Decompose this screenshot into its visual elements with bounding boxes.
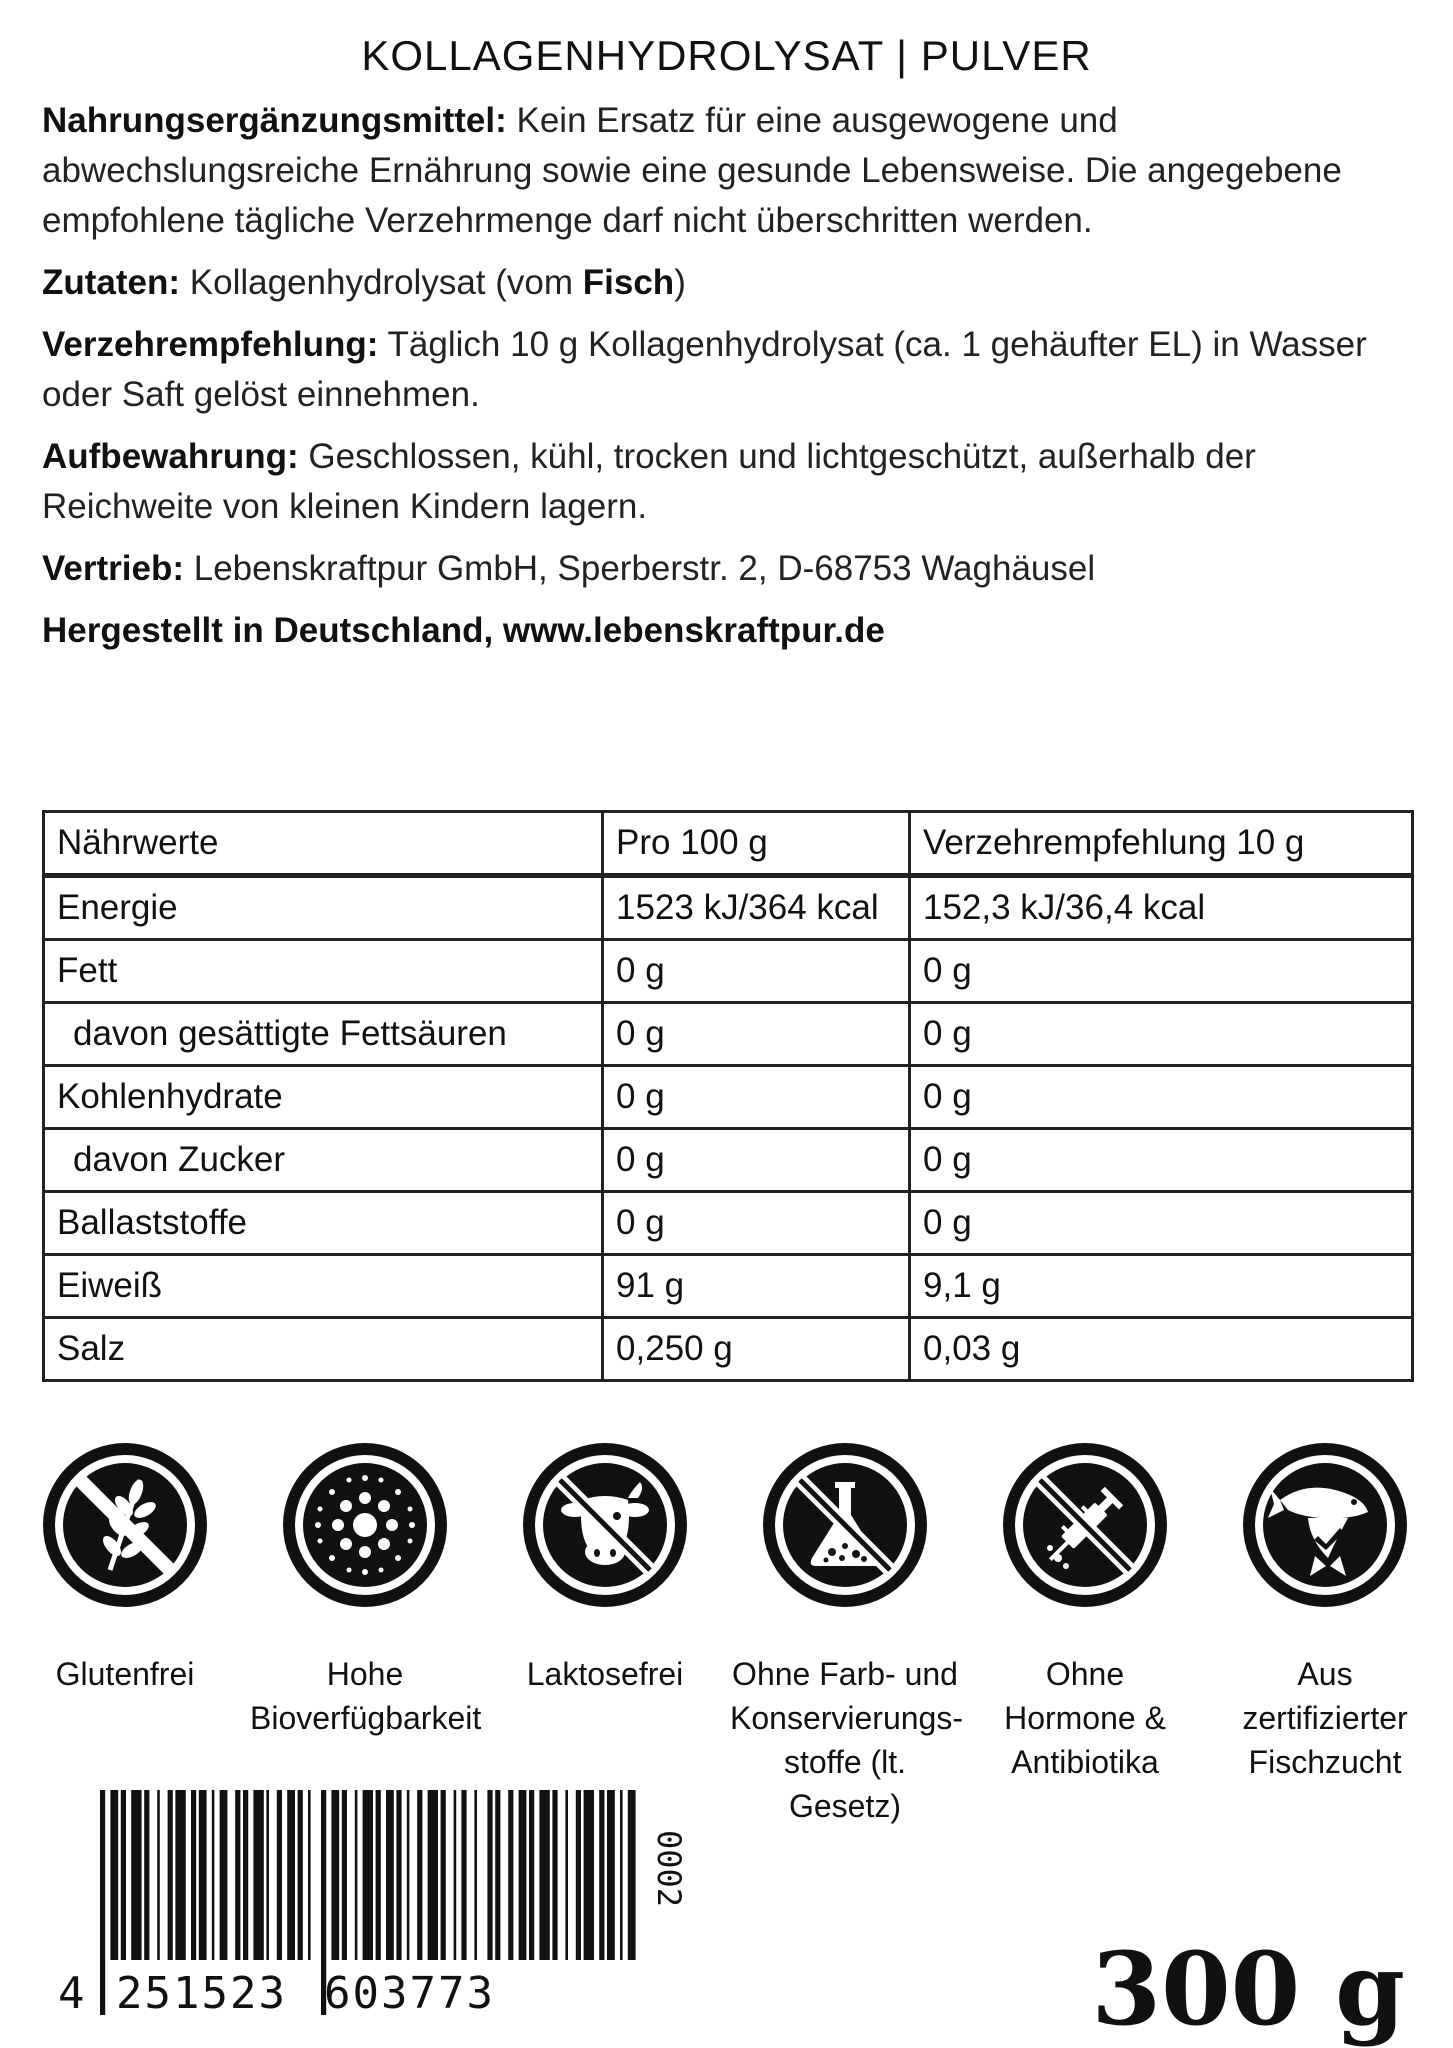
nutrient-name: Kohlenhydrate xyxy=(44,1066,603,1129)
barcode-bar xyxy=(428,1790,438,1960)
table-row xyxy=(44,1192,1413,1255)
barcode-bar xyxy=(298,1790,303,1960)
badge-gluten-free xyxy=(10,1440,240,1696)
value-per-serving: 0 g xyxy=(910,1192,1413,1255)
barcode-bar xyxy=(253,1790,263,1960)
barcode-right-digits: 603773 xyxy=(324,1968,495,2019)
barcode-bar xyxy=(308,1790,311,1960)
value-per-100g: 1523 kJ/364 kcal xyxy=(603,876,910,940)
barcode-bar xyxy=(212,1790,215,1960)
certified-fish-icon xyxy=(1240,1440,1410,1610)
table-header-row xyxy=(44,812,1413,876)
badge-certified-fish xyxy=(1210,1440,1440,1784)
barcode-bar xyxy=(191,1790,196,1960)
nutrient-name: Eiweiß xyxy=(44,1255,603,1318)
barcode-bar xyxy=(628,1790,636,1960)
badge-label: Ohne Farb- und Konservierungs- stoffe (lt. Gesetz) xyxy=(730,1656,963,1824)
table-row xyxy=(44,1255,1413,1318)
badge-label: Hohe Bioverfügbarkeit xyxy=(250,1656,482,1736)
page-title: KOLLAGENHYDROLYSAT | PULVER xyxy=(361,32,1092,79)
barcode-bar xyxy=(144,1790,149,1960)
nutrient-name: davon Zucker xyxy=(44,1129,603,1192)
barcode-bar xyxy=(519,1790,527,1960)
distributor: Vertrieb: Lebenskraftpur GmbH, Sperberstr. 2, D-68753 Waghäusel xyxy=(42,549,1096,588)
barcode-bar xyxy=(157,1790,160,1960)
barcode-bar xyxy=(131,1790,141,1960)
barcode-bar xyxy=(355,1790,358,1960)
bioavailability-icon xyxy=(280,1440,450,1610)
nutrient-name: Energie xyxy=(44,876,603,940)
nutrient-name: Salz xyxy=(44,1318,603,1381)
barcode-bar xyxy=(266,1790,269,1960)
no-syringe-icon xyxy=(1000,1440,1170,1610)
barcode-bar xyxy=(243,1790,248,1960)
cow-icon xyxy=(520,1440,690,1610)
nutrient-name: Fett xyxy=(44,940,603,1003)
barcode-bar xyxy=(552,1790,557,1960)
barcode-bar xyxy=(487,1790,492,1960)
made-in: Hergestellt in Deutschland, www.lebenskraftpur.de xyxy=(42,611,885,650)
barcode-bar xyxy=(277,1790,282,1960)
table-header: Verzehrempfehlung 10 g xyxy=(910,812,1413,876)
barcode-bar xyxy=(474,1790,477,1960)
value-per-serving: 0 g xyxy=(910,1003,1413,1066)
value-per-100g: 0 g xyxy=(603,1192,910,1255)
value-per-100g: 0 g xyxy=(603,1003,910,1066)
value-per-serving: 0 g xyxy=(910,1066,1413,1129)
barcode-bar xyxy=(386,1790,394,1960)
value-per-100g: 0 g xyxy=(603,1066,910,1129)
nutrition-table xyxy=(42,810,1414,1382)
barcode-bar xyxy=(100,1790,105,2015)
value-per-serving: 152,3 kJ/36,4 kcal xyxy=(910,876,1413,940)
value-per-100g: 0 g xyxy=(603,1129,910,1192)
badge-no-hormones xyxy=(970,1440,1200,1784)
badge-label: Laktosefrei xyxy=(526,1656,684,1692)
barcode-bar xyxy=(396,1790,401,1960)
no-wheat-icon xyxy=(40,1440,210,1610)
barcode-bar xyxy=(110,1790,118,1960)
table-row xyxy=(44,1318,1413,1381)
value-per-100g: 91 g xyxy=(603,1255,910,1318)
storage: Aufbewahrung: Geschlossen, kühl, trocken und lichtgeschützt, außerhalb der Reichweite von kleinen Kindern lagern. xyxy=(42,437,1256,526)
barcode-left-digits: 251523 xyxy=(116,1968,287,2019)
badge-lactose-free xyxy=(490,1440,720,1696)
value-per-100g: 0 g xyxy=(603,940,910,1003)
barcode-bar xyxy=(461,1790,466,1960)
product-info xyxy=(42,96,1412,668)
barcode-bar xyxy=(539,1790,549,1960)
badge-label: Aus zertifizierter Fischzucht xyxy=(1242,1656,1408,1780)
barcode-bar xyxy=(175,1790,185,1960)
supplement-note: Nahrungsergänzungsmittel: Kein Ersatz für eine ausgewogene und abwechslungsreiche Ernährung sowie eine gesunde Lebensweise. Die angegebene empfohlene tägliche Verzehrmenge darf nicht überschritten werden. xyxy=(42,101,1342,240)
barcode-bar xyxy=(121,1790,126,1960)
value-per-serving: 0 g xyxy=(910,1129,1413,1192)
table-row xyxy=(44,940,1413,1003)
table-header: Nährwerte xyxy=(44,812,603,876)
no-flask-icon xyxy=(760,1440,930,1610)
barcode-bar xyxy=(495,1790,500,1960)
barcode-bar xyxy=(363,1790,373,1960)
barcode-bar xyxy=(376,1790,381,1960)
value-per-serving: 0,03 g xyxy=(910,1318,1413,1381)
table-row xyxy=(44,1129,1413,1192)
barcode-bar xyxy=(529,1790,534,1960)
barcode-bar xyxy=(565,1790,568,1960)
badge-label: Glutenfrei xyxy=(55,1656,195,1692)
barcode-side-code: 0002 xyxy=(650,1830,688,1908)
table-row xyxy=(44,1003,1413,1066)
table-row xyxy=(44,1066,1413,1129)
barcode-bar xyxy=(235,1790,240,1960)
barcode-bar xyxy=(584,1790,594,1960)
nutrient-name: davon gesättigte Fettsäuren xyxy=(44,1003,603,1066)
value-per-serving: 0 g xyxy=(910,940,1413,1003)
ingredients: Zutaten: Kollagenhydrolysat (vom Fisch) xyxy=(42,263,686,302)
barcode-bar xyxy=(342,1790,347,1960)
barcode-bar xyxy=(331,1790,339,1960)
recommendation: Verzehrempfehlung: Täglich 10 g Kollagenhydrolysat (ca. 1 gehäufter EL) in Wasser oder Saft gelöst einnehmen. xyxy=(42,325,1367,414)
barcode-bar xyxy=(199,1790,207,1960)
barcode-first-digit: 4 xyxy=(58,1968,85,2019)
barcode-bar xyxy=(508,1790,513,1960)
net-weight: 300 g xyxy=(1091,1930,1405,2048)
value-per-100g: 0,250 g xyxy=(603,1318,910,1381)
barcode-bar xyxy=(417,1790,422,1960)
barcode-bar xyxy=(287,1790,295,1960)
barcode-bar xyxy=(607,1790,615,1960)
barcode xyxy=(0,1790,700,2048)
barcode-bar xyxy=(220,1790,228,1960)
barcode-bar xyxy=(454,1790,457,1960)
barcode-bar xyxy=(168,1790,173,1960)
table-row xyxy=(44,876,1413,940)
barcode-bar xyxy=(407,1790,410,1960)
barcode-bar xyxy=(620,1790,623,1960)
badge-no-additives xyxy=(730,1440,963,1828)
barcode-bar xyxy=(441,1790,446,1960)
value-per-serving: 9,1 g xyxy=(910,1255,1413,1318)
nutrient-name: Ballaststoffe xyxy=(44,1192,603,1255)
barcode-bar xyxy=(599,1790,604,1960)
table-header: Pro 100 g xyxy=(603,812,910,876)
badge-label: Ohne Hormone & Antibiotika xyxy=(1004,1656,1166,1780)
barcode-bar xyxy=(576,1790,581,1960)
badge-bioavailability xyxy=(250,1440,480,1740)
badge-row xyxy=(0,1440,1453,1824)
